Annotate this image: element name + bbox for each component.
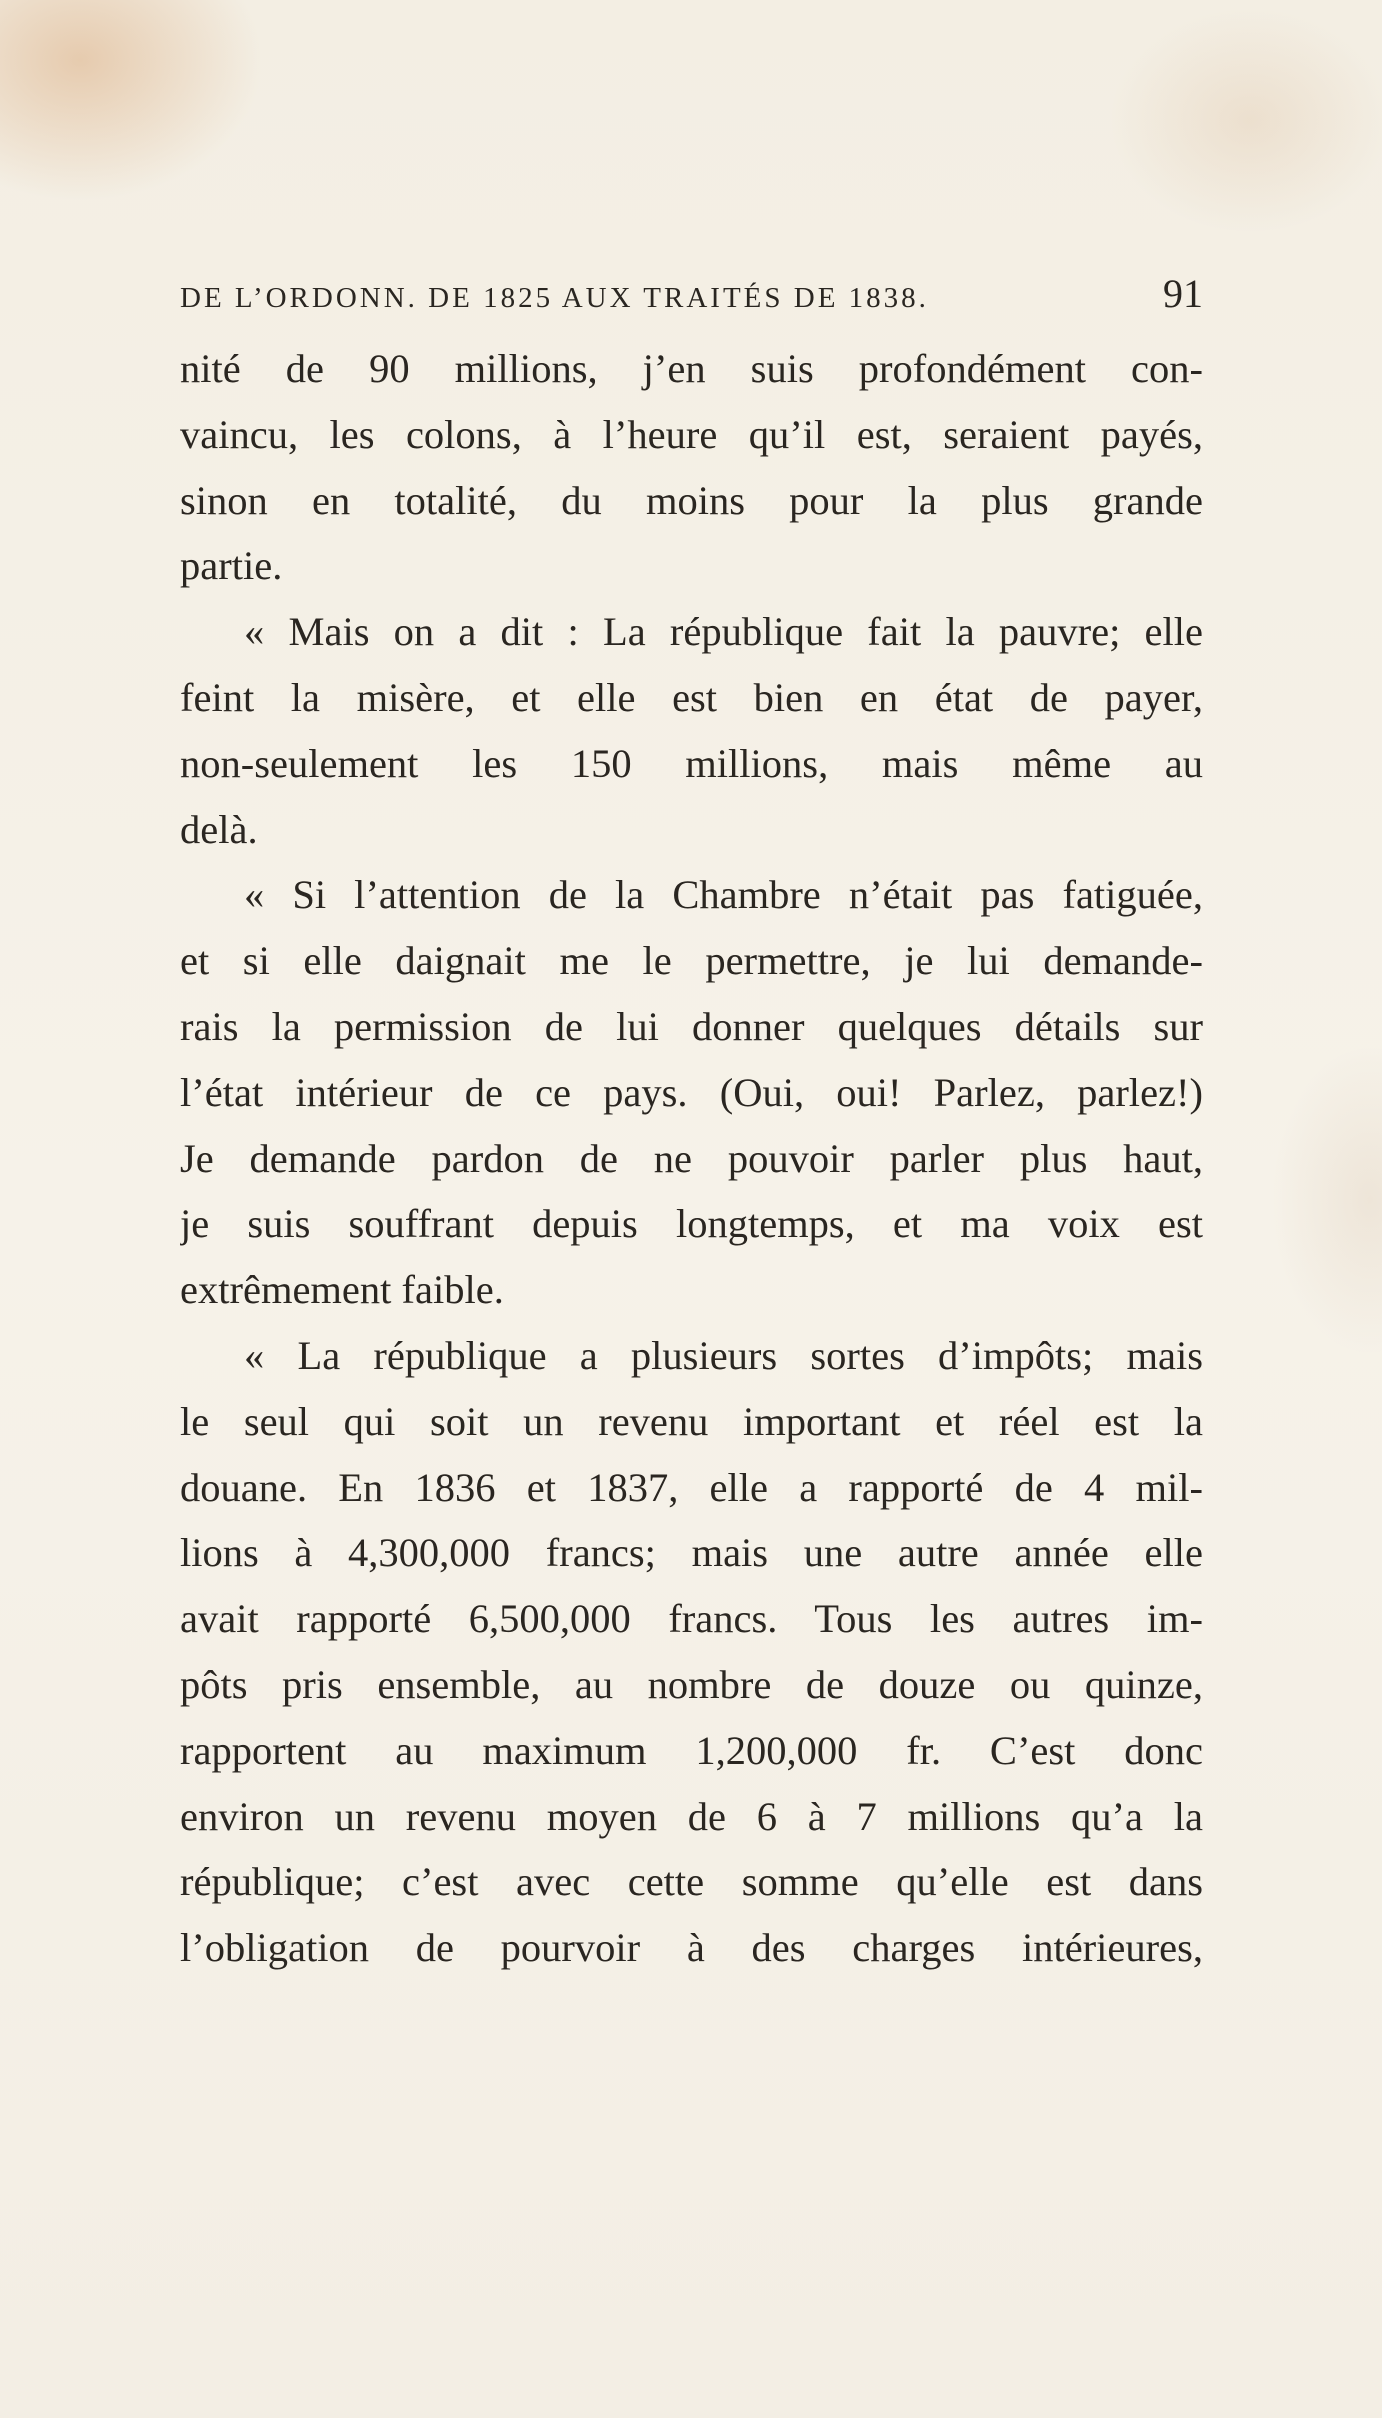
text-line: république; c’est avec cette somme qu’elle est dans (180, 1859, 1203, 1905)
text-line: le seul qui soit un revenu important et réel est la (180, 1398, 1203, 1444)
text-line: extrêmement faible. (180, 1267, 504, 1313)
text-line: pôts pris ensemble, au nombre de douze ou quinze, (180, 1661, 1203, 1707)
text-line: rais la permission de lui donner quelques détails sur (180, 1003, 1203, 1049)
text-line: l’obligation de pourvoir à des charges intérieures, (180, 1925, 1203, 1971)
text-line: douane. En 1836 et 1837, elle a rapporté de 4 mil- (180, 1464, 1203, 1510)
page-number: 91 (1163, 271, 1203, 316)
text-line: delà. (180, 806, 258, 852)
text-line: sinon en totalité, du moins pour la plus grande (180, 477, 1203, 523)
text-line: Je demande pardon de ne pouvoir parler plus haut, (180, 1135, 1203, 1181)
running-title: DE L’ORDONN. DE 1825 AUX TRAITÉS DE 1838. (180, 282, 929, 314)
text-line: lions à 4,300,000 francs; mais une autre année elle (180, 1530, 1203, 1576)
text-line: je suis souffrant depuis longtemps, et ma voix est (180, 1201, 1203, 1247)
text-line: feint la misère, et elle est bien en état de payer, (180, 674, 1203, 720)
text-line: « La république a plusieurs sortes d’impôts; mais (244, 1332, 1203, 1378)
running-head (180, 270, 1203, 322)
text-line: et si elle daignait me le permettre, je lui demande- (180, 938, 1203, 984)
text-line: « Si l’attention de la Chambre n’était pas fatiguée, (244, 872, 1203, 918)
text-line: environ un revenu moyen de 6 à 7 millions qu’a la (180, 1793, 1203, 1839)
body-text (180, 336, 1203, 1981)
text-line: avait rapporté 6,500,000 francs. Tous les autres im- (180, 1596, 1203, 1642)
text-line: « Mais on a dit : La république fait la pauvre; elle (244, 609, 1203, 655)
text-line: rapportent au maximum 1,200,000 fr. C’est donc (180, 1727, 1203, 1773)
text-line: nité de 90 millions, j’en suis profondément con- (180, 346, 1203, 391)
text-line: l’état intérieur de ce pays. (Oui, oui! Parlez, parlez!) (180, 1069, 1203, 1115)
text-line: partie. (180, 543, 283, 589)
text-line: non-seulement les 150 millions, mais même au (180, 740, 1203, 786)
text-line: vaincu, les colons, à l’heure qu’il est, seraient payés, (180, 411, 1203, 457)
